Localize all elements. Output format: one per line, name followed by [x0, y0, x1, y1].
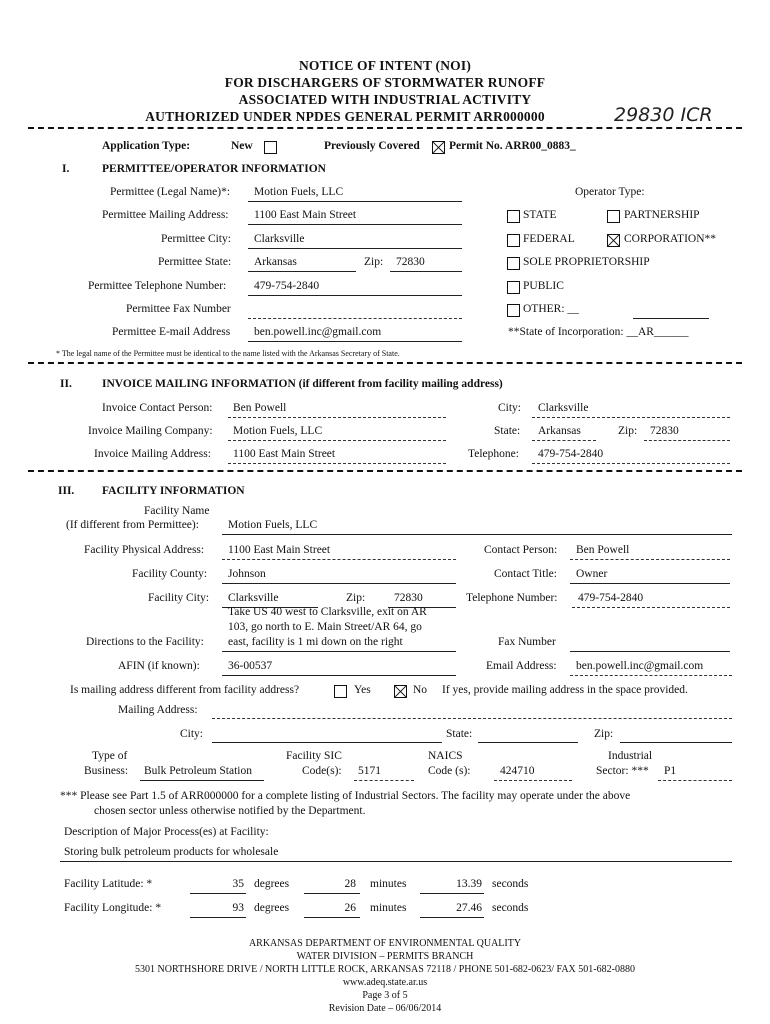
- other-field[interactable]: [633, 318, 709, 319]
- facility-zip-value[interactable]: 72830: [394, 592, 423, 604]
- permittee-city-value[interactable]: Clarksville: [254, 233, 305, 245]
- federal-option: FEDERAL: [523, 233, 575, 245]
- form-title-line-4: AUTHORIZED UNDER NPDES GENERAL PERMIT ARR000000: [145, 109, 545, 124]
- footer-agency: ARKANSAS DEPARTMENT OF ENVIRONMENTAL QUALITY: [248, 938, 522, 949]
- legal-name-footnote: * The legal name of the Permittee must be identical to the name listed with the Arkansas Secretary of State.: [56, 349, 400, 358]
- operator-type-label: Operator Type:: [575, 186, 645, 198]
- permittee-phone-value[interactable]: 479-754-2840: [254, 280, 320, 292]
- permittee-phone-label: Permittee Telephone Number:: [88, 280, 227, 292]
- permittee-zip-label: Zip:: [364, 256, 384, 268]
- longitude-degrees-field[interactable]: [190, 917, 246, 918]
- invoice-company-value[interactable]: Motion Fuels, LLC: [233, 425, 323, 437]
- afin-label: AFIN (if known):: [118, 660, 200, 672]
- facility-county-field[interactable]: [222, 583, 456, 584]
- invoice-company-field[interactable]: [228, 440, 446, 441]
- facility-phone-label: Telephone Number:: [466, 592, 558, 604]
- mailing-different-no-checkbox[interactable]: [394, 685, 407, 698]
- invoice-state-value[interactable]: Arkansas: [538, 425, 581, 437]
- footer-division: WATER DIVISION – PERMITS BRANCH: [296, 951, 474, 962]
- facility-zip-label: Zip:: [346, 592, 366, 604]
- permittee-zip-value[interactable]: 72830: [396, 256, 425, 268]
- business-type-field[interactable]: [140, 780, 264, 781]
- invoice-zip-field[interactable]: [644, 440, 730, 441]
- permittee-email-field[interactable]: [248, 341, 462, 342]
- permittee-city-field[interactable]: [248, 248, 462, 249]
- longitude-minutes-field[interactable]: [304, 917, 360, 918]
- latitude-seconds-unit: seconds: [492, 878, 529, 890]
- previously-covered-label: Previously Covered: [324, 140, 420, 152]
- facility-email-field[interactable]: [570, 675, 732, 676]
- process-description-value[interactable]: Storing bulk petroleum products for wholesale: [64, 846, 279, 858]
- directions-line-2[interactable]: 103, go north to E. Main Street/AR 64, go: [228, 621, 422, 633]
- invoice-phone-label: Telephone:: [468, 448, 519, 460]
- invoice-address-field[interactable]: [228, 463, 446, 464]
- alt-mailing-address-label: Mailing Address:: [118, 704, 198, 716]
- section-2-divider: [28, 470, 742, 472]
- footer-page-number: Page 3 of 5: [362, 990, 408, 1001]
- longitude-seconds-field[interactable]: [420, 917, 484, 918]
- process-description-field[interactable]: [60, 861, 732, 862]
- permittee-state-value[interactable]: Arkansas: [254, 256, 297, 268]
- facility-county-label: Facility County:: [132, 568, 208, 580]
- invoice-city-label: City:: [498, 402, 522, 414]
- section-1-divider: [28, 362, 742, 364]
- invoice-contact-field[interactable]: [228, 417, 446, 418]
- state-of-incorporation: **State of Incorporation: __AR______: [508, 326, 689, 338]
- physical-address-label: Facility Physical Address:: [84, 544, 205, 556]
- other-checkbox[interactable]: [507, 304, 520, 317]
- permittee-state-label: Permittee State:: [158, 256, 232, 268]
- section-3-title: FACILITY INFORMATION: [102, 485, 245, 497]
- section-1-numeral: I.: [62, 163, 70, 175]
- sector-note-line-2: chosen sector unless otherwise notified by the Department.: [94, 805, 366, 817]
- physical-address-value[interactable]: 1100 East Main Street: [228, 544, 331, 556]
- public-option: PUBLIC: [523, 280, 564, 292]
- federal-checkbox[interactable]: [507, 234, 520, 247]
- footer-website: www.adeq.state.ar.us: [342, 977, 428, 988]
- state-checkbox[interactable]: [507, 210, 520, 223]
- sic-value[interactable]: 5171: [358, 765, 381, 777]
- invoice-zip-value[interactable]: 72830: [650, 425, 679, 437]
- alt-city-label: City:: [180, 728, 204, 740]
- footer-revision-date: Revision Date – 06/06/2014: [328, 1003, 442, 1014]
- form-title-line-2: FOR DISCHARGERS OF STORMWATER RUNOFF: [224, 75, 546, 90]
- latitude-minutes-value[interactable]: 28: [344, 878, 356, 890]
- new-checkbox[interactable]: [264, 141, 277, 154]
- invoice-city-value[interactable]: Clarksville: [538, 402, 589, 414]
- facility-name-value[interactable]: Motion Fuels, LLC: [228, 519, 318, 531]
- legal-name-label: Permittee (Legal Name)*:: [110, 186, 231, 198]
- longitude-degrees-unit: degrees: [254, 902, 290, 914]
- previously-covered-checkbox[interactable]: [432, 141, 445, 154]
- permittee-email-value[interactable]: ben.powell.inc@gmail.com: [254, 326, 382, 338]
- invoice-contact-value[interactable]: Ben Powell: [233, 402, 287, 414]
- longitude-minutes-unit: minutes: [370, 902, 407, 914]
- naics-field[interactable]: [494, 780, 572, 781]
- mailing-address-label: Permittee Mailing Address:: [102, 209, 229, 221]
- latitude-seconds-value[interactable]: 13.39: [456, 878, 482, 890]
- directions-line-3[interactable]: east, facility is 1 mi down on the right: [228, 636, 403, 648]
- section-2-title: INVOICE MAILING INFORMATION (if different from facility mailing address): [102, 378, 503, 390]
- invoice-state-field[interactable]: [532, 440, 596, 441]
- business-type-value[interactable]: Bulk Petroleum Station: [144, 765, 252, 777]
- naics-value[interactable]: 424710: [500, 765, 535, 777]
- contact-title-field[interactable]: [570, 583, 730, 584]
- directions-field[interactable]: [222, 651, 456, 652]
- permittee-state-field[interactable]: [248, 271, 356, 272]
- public-checkbox[interactable]: [507, 281, 520, 294]
- latitude-degrees-unit: degrees: [254, 878, 290, 890]
- mailing-different-question: Is mailing address different from facility address?: [70, 684, 300, 696]
- partnership-checkbox[interactable]: [607, 210, 620, 223]
- directions-line-1[interactable]: Take US 40 west to Clarksville, exit on AR: [228, 606, 427, 618]
- alt-zip-field[interactable]: [620, 742, 732, 743]
- new-label: New: [231, 140, 253, 152]
- corporation-option: CORPORATION**: [624, 233, 717, 245]
- contact-title-value[interactable]: Owner: [576, 568, 608, 580]
- alt-mailing-address-field[interactable]: [212, 718, 732, 719]
- invoice-address-label: Invoice Mailing Address:: [94, 448, 211, 460]
- alt-zip-label: Zip:: [594, 728, 614, 740]
- longitude-seconds-unit: seconds: [492, 902, 529, 914]
- other-option: OTHER: __: [523, 303, 579, 315]
- mailing-address-value[interactable]: 1100 East Main Street: [254, 209, 357, 221]
- sector-label-1: Industrial: [608, 750, 653, 762]
- mailing-address-field[interactable]: [248, 224, 462, 225]
- latitude-minutes-field[interactable]: [304, 893, 360, 894]
- corporation-checkbox[interactable]: [607, 234, 620, 247]
- permittee-city-label: Permittee City:: [161, 233, 231, 245]
- sector-note-line-1: *** Please see Part 1.5 of ARR000000 for a complete listing of Industrial Sectors. The facility may operate under the above: [60, 790, 631, 802]
- facility-name-label-2: (If different from Permittee):: [66, 519, 199, 531]
- sector-value[interactable]: P1: [664, 765, 677, 777]
- contact-person-label: Contact Person:: [484, 544, 558, 556]
- facility-email-value[interactable]: ben.powell.inc@gmail.com: [576, 660, 704, 672]
- business-type-label-1: Type of: [92, 750, 128, 762]
- footer-address: 5301 NORTHSHORE DRIVE / NORTH LITTLE ROCK, ARKANSAS 72118 / PHONE 501-682-0623/ FAX 501-682-0880: [135, 964, 635, 975]
- no-label: No: [413, 684, 428, 696]
- afin-field[interactable]: [222, 675, 456, 676]
- alt-city-field[interactable]: [212, 742, 442, 743]
- contact-title-label: Contact Title:: [494, 568, 557, 580]
- permittee-fax-label: Permittee Fax Number: [126, 303, 231, 315]
- invoice-contact-label: Invoice Contact Person:: [102, 402, 213, 414]
- invoice-zip-label: Zip:: [618, 425, 638, 437]
- alt-state-label: State:: [446, 728, 473, 740]
- sic-label-2: Code(s):: [302, 765, 342, 777]
- facility-email-label: Email Address:: [486, 660, 557, 672]
- handwritten-permit-number: 29830 ICR: [614, 104, 713, 126]
- afin-value[interactable]: 36-00537: [228, 660, 273, 672]
- process-description-label: Description of Major Process(es) at Facility:: [64, 826, 269, 838]
- mailing-different-yes-checkbox[interactable]: [334, 685, 347, 698]
- section-3-numeral: III.: [58, 485, 75, 497]
- section-1-title: PERMITTEE/OPERATOR INFORMATION: [102, 163, 326, 175]
- legal-name-value[interactable]: Motion Fuels, LLC: [254, 186, 344, 198]
- facility-city-label: Facility City:: [148, 592, 210, 604]
- longitude-degrees-value[interactable]: 93: [232, 902, 244, 914]
- facility-fax-field[interactable]: [570, 651, 730, 652]
- permittee-fax-field[interactable]: [248, 318, 462, 319]
- mailing-different-note: If yes, provide mailing address in the space provided.: [442, 684, 688, 696]
- latitude-minutes-unit: minutes: [370, 878, 407, 890]
- state-option: STATE: [523, 209, 557, 221]
- legal-name-field[interactable]: [248, 201, 462, 202]
- longitude-label: Facility Longitude: *: [64, 902, 162, 914]
- physical-address-field[interactable]: [222, 559, 456, 560]
- facility-fax-label: Fax Number: [498, 636, 556, 648]
- longitude-seconds-value[interactable]: 27.46: [456, 902, 482, 914]
- naics-label-2: Code (s):: [428, 765, 471, 777]
- sic-field[interactable]: [354, 780, 414, 781]
- form-title-line-3: ASSOCIATED WITH INDUSTRIAL ACTIVITY: [238, 92, 532, 107]
- sole-proprietorship-option: SOLE PROPRIETORSHIP: [523, 256, 650, 268]
- facility-city-value[interactable]: Clarksville: [228, 592, 279, 604]
- facility-name-label-1: Facility Name: [144, 505, 210, 517]
- latitude-seconds-field[interactable]: [420, 893, 484, 894]
- latitude-degrees-value[interactable]: 35: [232, 878, 244, 890]
- invoice-phone-value[interactable]: 479-754-2840: [538, 448, 604, 460]
- application-type-label: Application Type:: [102, 140, 191, 152]
- latitude-degrees-field[interactable]: [190, 893, 246, 894]
- permittee-email-label: Permittee E-mail Address: [112, 326, 231, 338]
- permit-number: Permit No. ARR00_0883_: [449, 140, 576, 152]
- facility-county-value[interactable]: Johnson: [228, 568, 266, 580]
- invoice-city-field[interactable]: [532, 417, 730, 418]
- invoice-address-value[interactable]: 1100 East Main Street: [233, 448, 336, 460]
- facility-phone-field[interactable]: [572, 607, 730, 608]
- invoice-company-label: Invoice Mailing Company:: [88, 425, 213, 437]
- latitude-label: Facility Latitude: *: [64, 878, 153, 890]
- section-2-numeral: II.: [60, 378, 72, 390]
- naics-label-1: NAICS: [428, 750, 463, 762]
- sector-label-2: Sector: ***: [596, 765, 649, 777]
- sic-label-1: Facility SIC: [286, 750, 342, 762]
- yes-label: Yes: [354, 684, 371, 696]
- invoice-state-label: State:: [494, 425, 521, 437]
- facility-name-field[interactable]: [222, 534, 732, 535]
- partnership-option: PARTNERSHIP: [624, 209, 700, 221]
- header-divider: [28, 127, 742, 129]
- invoice-phone-field[interactable]: [532, 463, 730, 464]
- facility-phone-value[interactable]: 479-754-2840: [578, 592, 644, 604]
- form-title-line-1: NOTICE OF INTENT (NOI): [298, 58, 472, 73]
- alt-state-field[interactable]: [478, 742, 578, 743]
- business-type-label-2: Business:: [84, 765, 129, 777]
- contact-person-field[interactable]: [570, 559, 730, 560]
- sector-field[interactable]: [658, 780, 732, 781]
- sole-proprietorship-checkbox[interactable]: [507, 257, 520, 270]
- longitude-minutes-value[interactable]: 26: [344, 902, 356, 914]
- contact-person-value[interactable]: Ben Powell: [576, 544, 630, 556]
- directions-label: Directions to the Facility:: [86, 636, 204, 648]
- permittee-zip-field[interactable]: [390, 271, 462, 272]
- permittee-phone-field[interactable]: [248, 295, 462, 296]
